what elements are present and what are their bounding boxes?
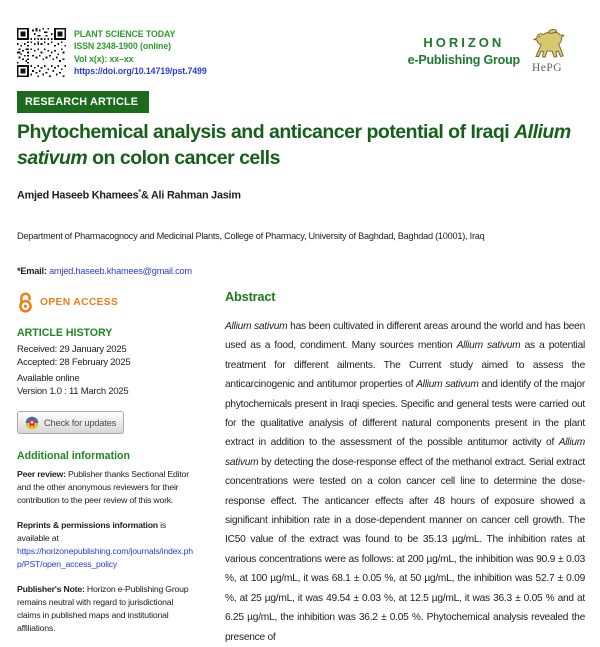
griffin-logo-icon — [528, 27, 566, 61]
volume-line: Vol x(x): xx–xx — [74, 53, 134, 64]
masthead — [17, 28, 207, 78]
check-for-updates-label: Check for updates — [44, 417, 117, 428]
doi-link[interactable]: https://doi.org/10.14719/pst.7499 — [74, 66, 207, 77]
publisher-name — [408, 35, 520, 67]
text-segment: by detecting the dose-response effect of the methanol extract. Serial extract concentrations were tested on a colon cancer cell line to determine the dose-response effect. The anticancer effects after 48 hours of exposure showed a significant inhibition rate in a dose-dependent manner on cancer cell growth. The IC50 value of the extract was found to be 35.13 µg/mL. The inhibition rates at various concentrations were as follows: at 200 µg/mL, the inhibition was 90.9 ± 0.03 %, at 100 µg/mL, it was 68.1 ± 0.05 %, at 50 µg/mL, the inhibition was 52.7 ± 0.09 %, at 25 µg/mL, it was 49.54 ± 0.03 %, at 12.5 µg/mL, it was 36.3 ± 0.05 % and at 6.25 µg/mL, the inhibition was 36.2 ± 0.05 %. Phytochemical analysis revealed the presence of — [225, 456, 585, 643]
additional-info-heading: Additional information — [17, 450, 130, 462]
publisher-logo — [527, 27, 567, 74]
text-segment: Horizon e-Publishing Group remains neutral with regard to jurisdictional claims in published maps and institutional affiliations. — [17, 584, 189, 633]
corresponding-email-line — [17, 266, 192, 276]
article-title — [17, 120, 591, 171]
text-segment: Publisher's Note: — [17, 584, 87, 594]
text-segment: *Email: — [17, 266, 50, 276]
history-accepted: Accepted: 28 February 2025 — [17, 357, 131, 368]
journal-name: PLANT SCIENCE TODAY — [74, 29, 176, 39]
history-received: Received: 29 January 2025 — [17, 344, 127, 355]
article-type-banner: RESEARCH ARTICLE — [17, 91, 149, 113]
crossmark-icon — [25, 416, 39, 430]
text-segment: Allium sativum — [17, 121, 571, 169]
left-sidebar — [17, 291, 197, 635]
text-segment: & Ali Rahman Jasim — [140, 189, 241, 202]
text-segment: Amjed Haseeb Khamees — [17, 189, 139, 202]
text-segment: Phytochemical analysis and anticancer potential of Iraqi — [17, 121, 515, 143]
inline-link[interactable]: amjed.haseeb.khamees@gmail.com — [49, 266, 192, 276]
text-segment: Allium sativum — [225, 437, 585, 468]
affiliation-line: Department of Pharmacognocy and Medicinal Plants, College of Pharmacy, University of Baghdad, Baghdad (10001), Iraq — [17, 231, 485, 241]
text-segment: and identify of the major phytochemicals present in Iraqi species. Specific and general tests were carried out for the qualitative analysis of different natural components present in the plant extract in addition to the assessment of the possible antitumor activity of — [225, 379, 585, 449]
reprints-permissions-note — [17, 519, 197, 571]
open-lock-icon — [17, 291, 34, 313]
publishers-note — [17, 583, 197, 635]
masthead-text — [74, 28, 207, 78]
text-segment: Peer review: — [17, 469, 69, 479]
text-segment: Publisher thanks Sectional Editor and the other anonymous reviewers for their contribution to the peer review of this work. — [17, 469, 189, 505]
publisher-name-line1: HORIZON — [423, 35, 505, 50]
text-segment: Allium sativum — [225, 321, 288, 332]
history-available-online: Available online — [17, 373, 80, 384]
issn-line: ISSN 2348-1900 (online) — [74, 41, 171, 52]
publisher-name-line2: e-Publishing Group — [407, 53, 520, 67]
text-segment: is available at — [17, 520, 167, 543]
history-version: Version 1.0 : 11 March 2025 — [17, 386, 129, 397]
abstract-section — [225, 289, 585, 647]
abstract-body — [225, 317, 585, 647]
publisher-logo-caption: HePG — [531, 62, 563, 74]
inline-link[interactable]: https://horizonepublishing.com/journals/index.php/PST/open_access_policy — [17, 546, 193, 569]
peer-review-note — [17, 468, 197, 507]
open-access-label: OPEN ACCESS — [40, 296, 119, 308]
authors-line — [17, 189, 241, 202]
text-segment: Reprints & permissions information — [17, 520, 158, 530]
text-segment: on colon cancer cells — [87, 146, 280, 169]
open-access-badge — [17, 291, 197, 313]
abstract-heading: Abstract — [225, 289, 276, 304]
text-segment: * — [138, 189, 141, 196]
check-for-updates-button[interactable] — [17, 411, 124, 434]
qr-code-icon — [17, 28, 66, 77]
text-segment: Allium sativum — [456, 340, 521, 352]
publisher-block — [408, 27, 567, 74]
text-segment: has been cultivated in different areas around the world and has been used as a food, condiment. Many sources mention — [225, 321, 585, 352]
text-segment: Allium sativum — [416, 379, 479, 391]
text-segment: as a potential treatment for different ailments. The Current study aimed to assess the anticarcinogenic and antitumor properties of — [225, 340, 586, 391]
article-history-heading: ARTICLE HISTORY — [17, 327, 113, 339]
